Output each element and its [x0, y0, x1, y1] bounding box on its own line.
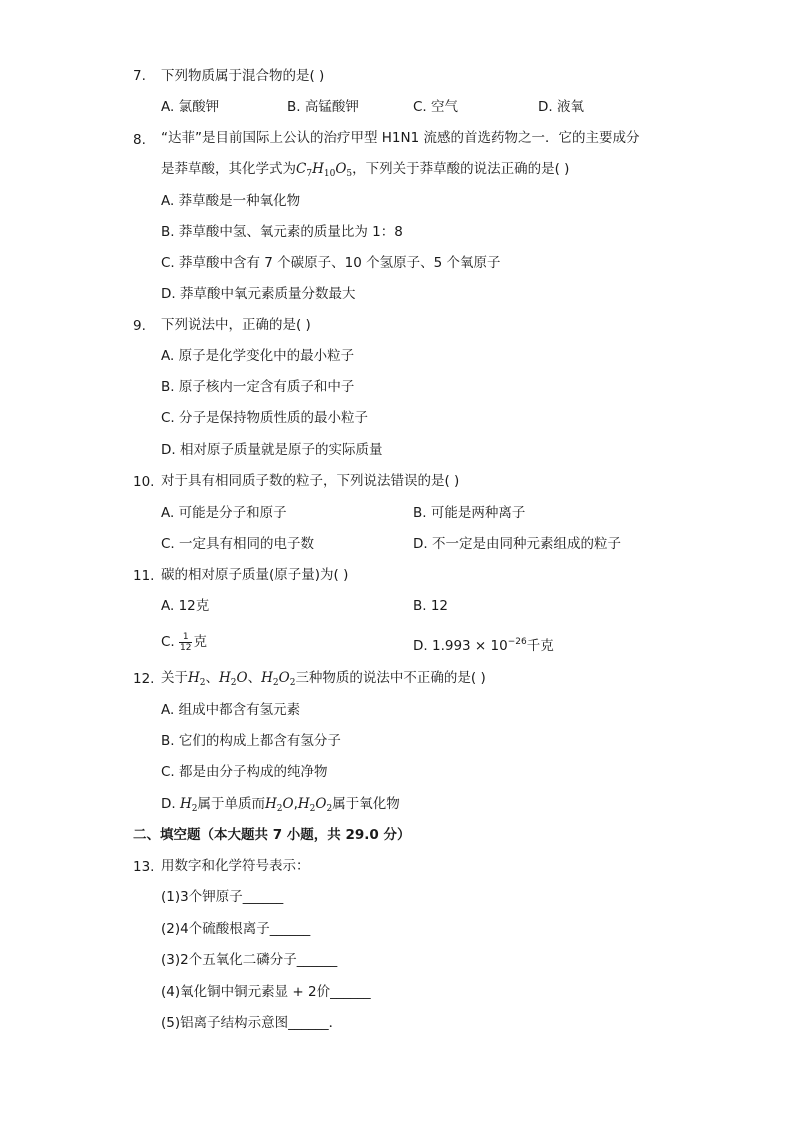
- subscript: 10: [323, 169, 336, 179]
- question-stem: 下列说法中，正确的是( ): [161, 317, 311, 333]
- separator: 、: [247, 670, 262, 686]
- formula-h2o: [219, 670, 248, 686]
- unit: 千克: [526, 638, 554, 654]
- element-symbol: O: [278, 670, 290, 686]
- stem-text: ，下列关于莽草酸的说法正确的是( ): [352, 161, 570, 177]
- element-symbol: H: [179, 796, 192, 812]
- subscript: 7: [306, 169, 313, 179]
- question-number: 10.: [133, 474, 155, 490]
- element-symbol: H: [265, 796, 277, 812]
- fraction: [179, 632, 192, 653]
- subscript: 2: [191, 804, 198, 814]
- question-stem-line2: [161, 160, 569, 183]
- option-a: A. 组成中都含有氢元素: [161, 702, 301, 718]
- fill-item: (3)2个五氧化二磷分子______: [161, 952, 338, 968]
- option-d: [161, 795, 400, 818]
- denominator: 12: [180, 642, 192, 653]
- option-label: C.: [161, 634, 180, 650]
- question-number: 12.: [133, 671, 155, 687]
- fill-item: (1)3个钾原子______: [161, 889, 284, 905]
- element-symbol: H: [188, 670, 200, 686]
- separator: ,: [293, 796, 298, 812]
- option-a: A. 莽草酸是一种氧化物: [161, 193, 301, 209]
- question-number: 8.: [133, 132, 146, 148]
- option-a: A. 原子是化学变化中的最小粒子: [161, 348, 355, 364]
- option-label: D. 1.993 × 10: [413, 638, 508, 654]
- option-c: C. 一定具有相同的电子数: [161, 536, 315, 552]
- element-symbol: H: [261, 670, 273, 686]
- subscript: 2: [309, 804, 316, 814]
- element-symbol: O: [315, 796, 327, 812]
- formula-h2o2: [261, 670, 295, 686]
- option-d: [413, 633, 554, 655]
- option-text: 属于氧化物: [332, 796, 400, 812]
- subscript: 2: [289, 678, 296, 688]
- option-c: C. 莽草酸中含有 7 个碳原子、10 个氢原子、5 个氧原子: [161, 255, 501, 271]
- subscript: 2: [326, 804, 333, 814]
- question-number: 13.: [133, 859, 155, 875]
- formula-h2: [180, 796, 198, 812]
- formula-h2: [188, 670, 206, 686]
- element-symbol: C: [296, 161, 307, 177]
- option-text: 属于单质而: [197, 796, 265, 812]
- section-title: 二、填空题（本大题共 7 小题，共 29.0 分）: [133, 827, 411, 843]
- option-a: A. 12克: [161, 598, 210, 614]
- question-stem: 碳的相对原子质量(原子量)为( ): [161, 567, 349, 583]
- subscript: 2: [230, 678, 237, 688]
- element-symbol: H: [312, 161, 324, 177]
- formula-h2o: [265, 796, 294, 812]
- option-a: A. 氯酸钾: [161, 99, 220, 115]
- numerator: 1: [179, 632, 192, 643]
- option-b: B. 它们的构成上都含有氢分子: [161, 733, 341, 749]
- option-d: D. 相对原子质量就是原子的实际质量: [161, 442, 383, 458]
- option-b: B. 莽草酸中氢、氧元素的质量比为 1：8: [161, 224, 403, 240]
- subscript: 2: [272, 678, 279, 688]
- question-number: 11.: [133, 568, 155, 584]
- unit: 克: [193, 634, 207, 650]
- question-number: 7.: [133, 68, 146, 84]
- separator: 、: [205, 670, 220, 686]
- option-c: [161, 630, 207, 654]
- option-c: C. 都是由分子构成的纯净物: [161, 764, 328, 780]
- option-d: D. 液氧: [538, 99, 584, 115]
- element-symbol: O: [335, 161, 347, 177]
- question-stem: 下列物质属于混合物的是( ): [161, 68, 325, 84]
- question-stem: 用数字和化学符号表示：: [161, 858, 310, 874]
- element-symbol: O: [282, 796, 294, 812]
- question-stem: 对于具有相同质子数的粒子，下列说法错误的是( ): [161, 473, 460, 489]
- subscript: 2: [199, 678, 206, 688]
- question-stem-line1: “达菲”是目前国际上公认的治疗甲型 H1N1 流感的首选药物之一．它的主要成分: [161, 130, 640, 146]
- fill-item: (4)氧化铜中铜元素显 + 2价______: [161, 984, 371, 1000]
- element-symbol: H: [219, 670, 231, 686]
- exponent: −26: [507, 637, 527, 647]
- question-stem: [161, 669, 486, 692]
- element-symbol: O: [236, 670, 248, 686]
- chemical-formula: [296, 161, 352, 177]
- stem-text: 是莽草酸，其化学式为: [161, 161, 296, 177]
- option-c: C. 分子是保持物质性质的最小粒子: [161, 410, 369, 426]
- option-b: B. 原子核内一定含有质子和中子: [161, 379, 355, 395]
- option-b: B. 可能是两种离子: [413, 505, 526, 521]
- stem-text: 关于: [161, 670, 188, 686]
- formula-h2o2: [298, 796, 332, 812]
- fill-item: (5)铝离子结构示意图______．: [161, 1015, 343, 1031]
- option-d: D. 不一定是由同种元素组成的粒子: [413, 536, 621, 552]
- option-d: D. 莽草酸中氧元素质量分数最大: [161, 286, 356, 302]
- option-b: B. 高锰酸钾: [287, 99, 359, 115]
- fill-item: (2)4个硫酸根离子______: [161, 921, 311, 937]
- subscript: 5: [346, 169, 353, 179]
- element-symbol: H: [297, 796, 310, 812]
- subscript: 2: [276, 804, 283, 814]
- stem-text: 三种物质的说法中不正确的是( ): [295, 670, 486, 686]
- question-number: 9.: [133, 318, 146, 334]
- option-a: A. 可能是分子和原子: [161, 505, 287, 521]
- option-c: C. 空气: [413, 99, 459, 115]
- option-b: B. 12: [413, 598, 449, 614]
- option-label: D.: [161, 796, 180, 812]
